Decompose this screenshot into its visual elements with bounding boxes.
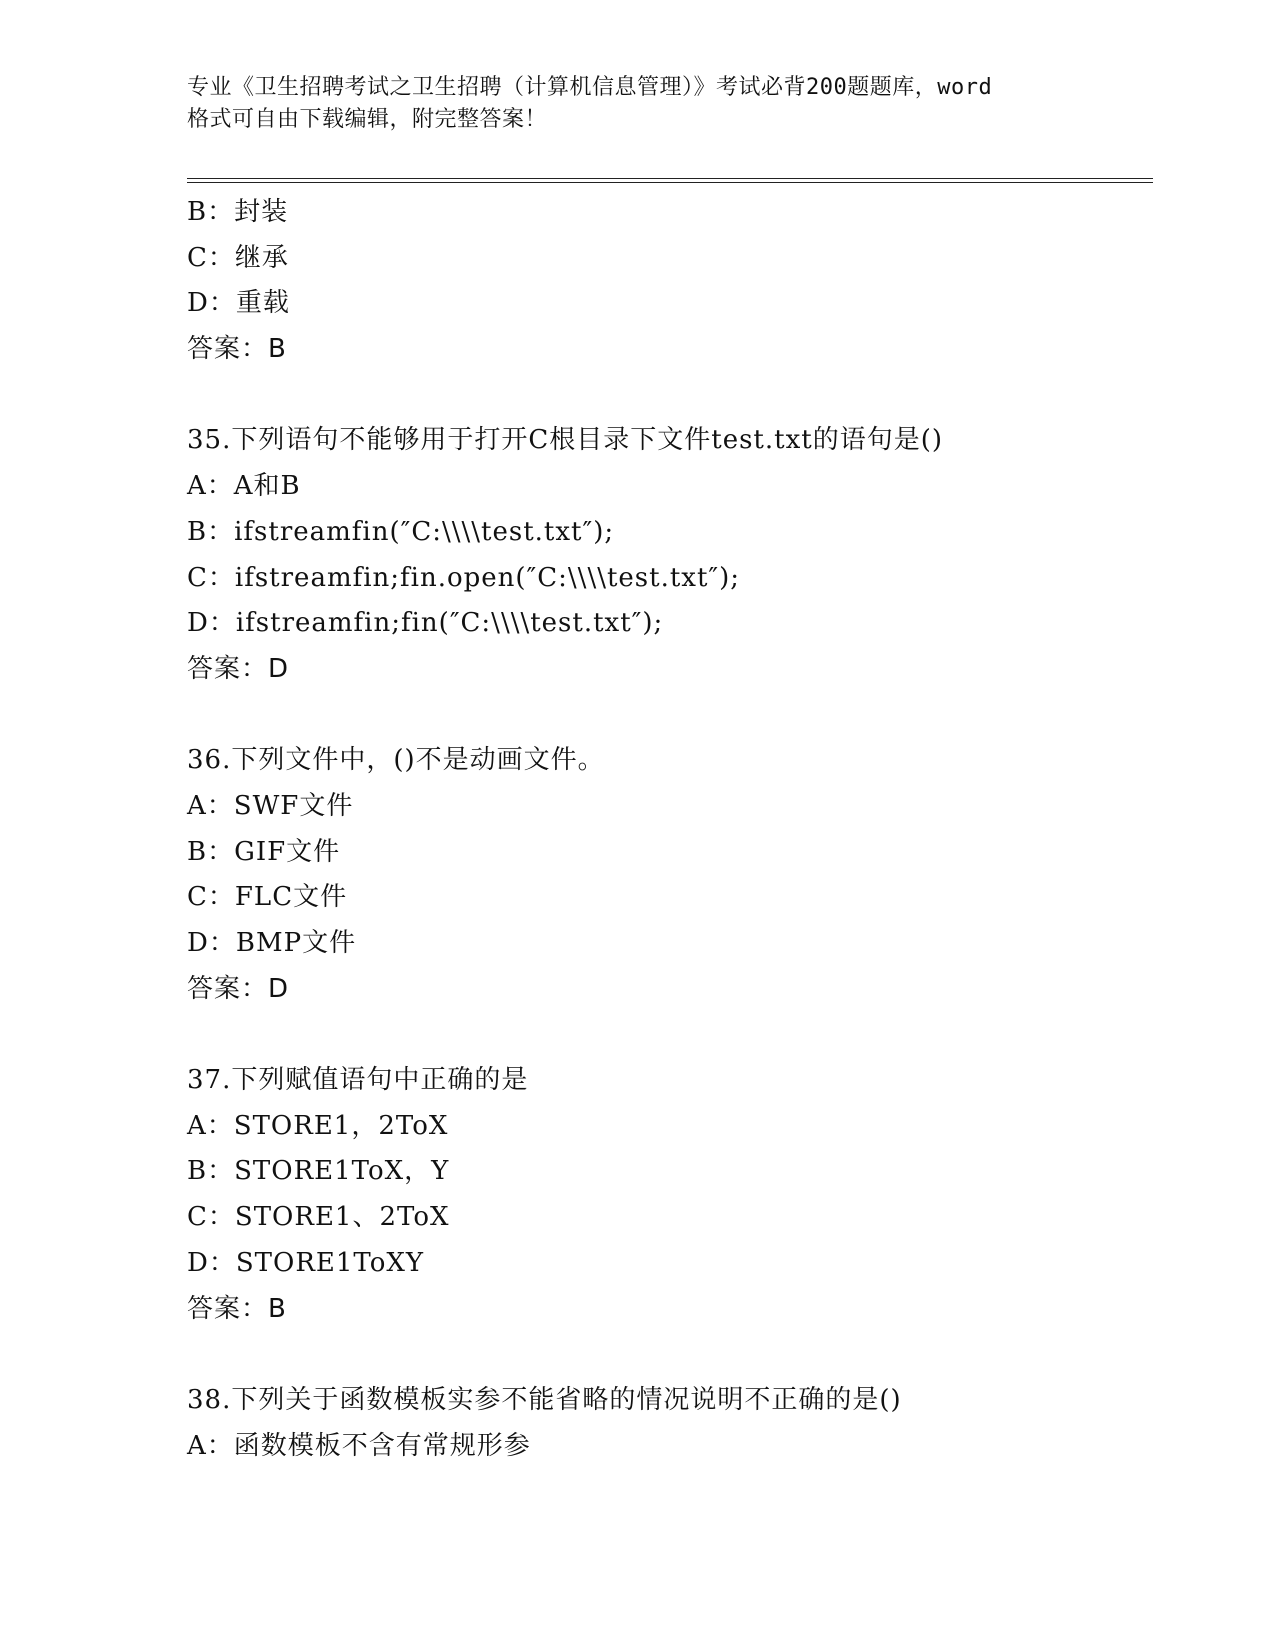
- answer-line: 答案：B: [187, 334, 287, 365]
- question-block-38: [187, 1378, 1147, 1469]
- question-stem: 35.下列语句不能够用于打开C根目录下文件test.txt的语句是(): [187, 425, 943, 456]
- option-d: D：重载: [187, 288, 290, 319]
- question-list: [187, 190, 1147, 1469]
- answer-line: 答案：D: [187, 973, 290, 1004]
- option-a: A：SWF文件: [187, 790, 354, 821]
- option-c: C：继承: [187, 242, 289, 273]
- header-divider-top: [187, 178, 1153, 179]
- option-b: B：STORE1ToX，Y: [187, 1156, 450, 1187]
- option-b: B：封装: [187, 197, 289, 227]
- answer-line: 答案：D: [187, 653, 290, 684]
- question-block-37: [187, 1058, 1147, 1332]
- question-block-partial: [187, 190, 1147, 373]
- question-stem: 36.下列文件中，()不是动画文件。: [187, 745, 605, 776]
- option-c: C：STORE1、2ToX: [187, 1202, 450, 1233]
- option-a: A：函数模板不含有常规形参: [187, 1430, 531, 1461]
- spacer: [187, 1012, 1147, 1058]
- header-line-1: 专业《卫生招聘考试之卫生招聘（计算机信息管理）》考试必背200题题库，word: [187, 75, 993, 100]
- spacer: [187, 693, 1147, 739]
- question-stem: 37.下列赋值语句中正确的是: [187, 1065, 529, 1096]
- document-header: [187, 72, 1087, 136]
- header-divider-bottom: [187, 182, 1153, 183]
- option-d: D：ifstreamfin;fin(″C:\\\\test.txt″);: [187, 608, 664, 639]
- option-b: B：GIF文件: [187, 836, 341, 867]
- question-stem: 38.下列关于函数模板实参不能省略的情况说明不正确的是(): [187, 1384, 902, 1415]
- option-d: D：BMP文件: [187, 928, 357, 958]
- question-block-36: [187, 738, 1147, 1012]
- answer-line: 答案：B: [187, 1293, 287, 1324]
- option-b: B：ifstreamfin(″C:\\\\test.txt″);: [187, 516, 615, 547]
- spacer: [187, 373, 1147, 419]
- option-a: A：STORE1，2ToX: [187, 1110, 449, 1141]
- option-a: A：A和B: [187, 471, 301, 502]
- spacer: [187, 1332, 1147, 1378]
- option-c: C：FLC文件: [187, 882, 348, 913]
- option-d: D：STORE1ToXY: [187, 1247, 425, 1278]
- header-line-2: 格式可自由下载编辑，附完整答案！: [187, 107, 548, 132]
- question-block-35: [187, 418, 1147, 692]
- option-c: C：ifstreamfin;fin.open(″C:\\\\test.txt″);: [187, 562, 741, 593]
